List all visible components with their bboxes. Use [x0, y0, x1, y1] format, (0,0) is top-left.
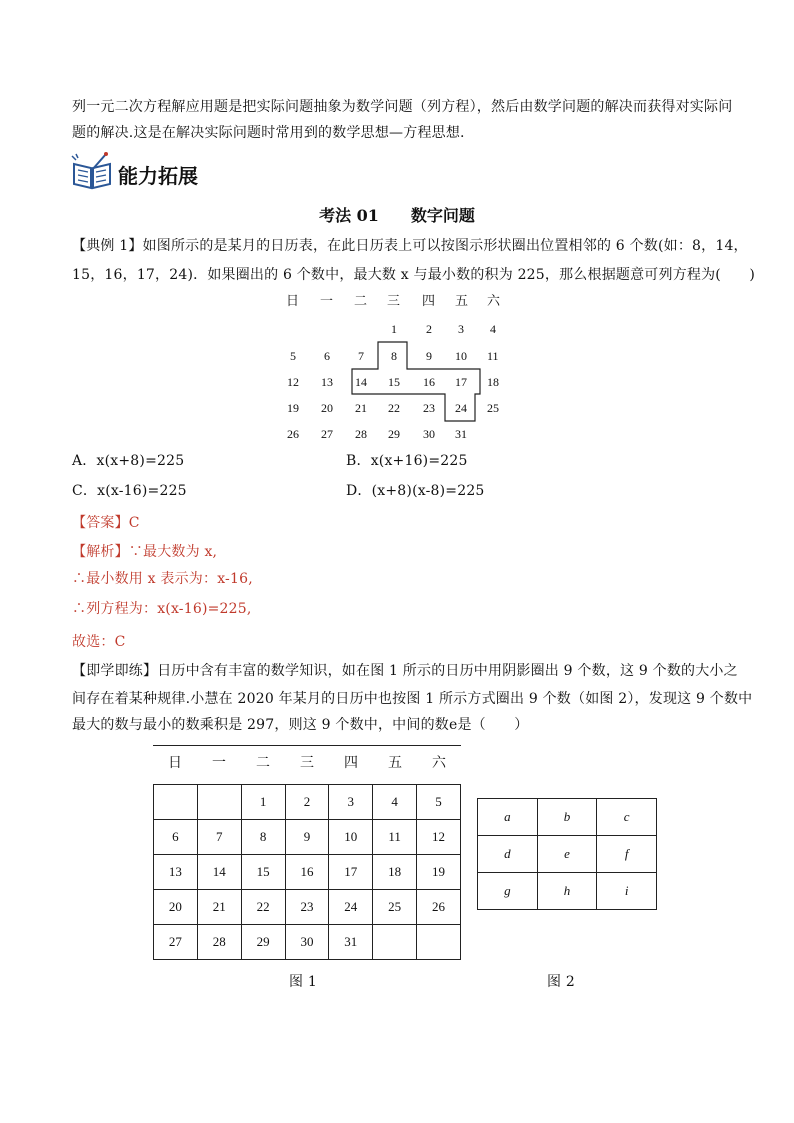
analysis-line-1: 【解析】∵最大数为 x,: [72, 544, 218, 560]
cal1-day: 2: [426, 322, 432, 336]
cal1-day: 19: [287, 401, 299, 415]
fig1-cell: 31: [329, 925, 373, 960]
fig1-row: [154, 820, 461, 855]
intro-line-2: 题的解决.这是在解决实际问题时常用到的数学思想—方程思想.: [72, 125, 465, 141]
fig1-row: [154, 855, 461, 890]
fig1-cell: 1: [241, 785, 285, 820]
fig1-calendar-table: [153, 784, 461, 960]
cal1-day: 29: [388, 427, 400, 441]
cal1-day: 5: [290, 349, 296, 363]
cal1-weekday: 五: [455, 294, 469, 309]
fig1-cell: 26: [417, 890, 461, 925]
cal1-day: 14: [355, 375, 367, 389]
cal1-day: 10: [455, 349, 467, 363]
fig1-cell: 25: [373, 890, 417, 925]
fig1-cell: 7: [197, 820, 241, 855]
cal1-day: 6: [324, 349, 330, 363]
cal1-weekday: 一: [320, 294, 334, 309]
cal1-day: 12: [287, 375, 299, 389]
cal1-weekday: 四: [422, 294, 436, 309]
cal1-day: 4: [490, 322, 496, 336]
fig1-cell: 27: [154, 925, 198, 960]
fig2-row: [478, 873, 657, 910]
cal1-day: 27: [321, 427, 333, 441]
fig1-weekday: 五: [388, 755, 402, 771]
cal1-day: 16: [423, 375, 435, 389]
fig1-weekday: 一: [212, 755, 226, 771]
fig2-cell: d: [478, 836, 538, 873]
practice-line-3: 最大的数与最小的数乘积是 297，则这 9 个数中，中间的数e是（ ）: [72, 717, 529, 733]
fig2-grid-table: [477, 798, 657, 910]
cal1-day: 9: [426, 349, 432, 363]
fig2-cell: c: [597, 799, 657, 836]
fig2-cell: h: [537, 873, 597, 910]
fig1-weekday: 三: [300, 755, 314, 771]
fig1-cell: [417, 925, 461, 960]
cal1-weekday: 六: [487, 294, 501, 309]
fig1-cell: 15: [241, 855, 285, 890]
cal1-day: 13: [321, 375, 333, 389]
fig1-row: [154, 785, 461, 820]
fig1-cell: 19: [417, 855, 461, 890]
fig1-weekday: 四: [344, 755, 358, 771]
cal1-weekday: 二: [354, 294, 368, 309]
cal1-day: 30: [423, 427, 435, 441]
fig1-cell: [373, 925, 417, 960]
fig1-cell: 20: [154, 890, 198, 925]
fig1-cell: 6: [154, 820, 198, 855]
fig2-cell: b: [537, 799, 597, 836]
fig1-cell: 23: [285, 890, 329, 925]
option-d: D．(x+8)(x-8)=225: [346, 483, 485, 499]
fig2-cell: g: [478, 873, 538, 910]
option-b: B．x(x+16)=225: [346, 453, 468, 469]
practice-line-2: 间存在着某种规律.小慧在 2020 年某月的日历中也按图 1 所示方式圈出 9 个数（如图 2），发现这 9 个数中: [72, 691, 753, 707]
cal1-day: 1: [391, 322, 397, 336]
fig1-cell: 4: [373, 785, 417, 820]
fig1-caption: 图 1: [289, 974, 317, 990]
fig1-cell: [154, 785, 198, 820]
fig1-cell: 13: [154, 855, 198, 890]
fig2-caption: 图 2: [547, 974, 575, 990]
fig1-weekday: 六: [432, 755, 446, 771]
analysis-line-2: ∴最小数用 x 表示为：x-16,: [72, 571, 253, 587]
answer: 【答案】C: [72, 515, 140, 531]
fig1-cell: 3: [329, 785, 373, 820]
fig2-cell: f: [597, 836, 657, 873]
cal1-day: 18: [487, 375, 499, 389]
cal1-day: 15: [388, 375, 400, 389]
cal1-day: 11: [487, 349, 499, 363]
fig1-cell: 21: [197, 890, 241, 925]
fig2-cell: e: [537, 836, 597, 873]
fig1-weekday: 二: [256, 755, 270, 771]
section-heading: 能力拓展: [118, 164, 198, 188]
fig1-weekday: 日: [168, 755, 182, 771]
fig1-cell: 8: [241, 820, 285, 855]
fig1-cell: [197, 785, 241, 820]
fig1-cell: 30: [285, 925, 329, 960]
cal1-weekday: 三: [387, 294, 401, 309]
fig1-cell: 14: [197, 855, 241, 890]
fig1-cell: 5: [417, 785, 461, 820]
fig1-cell: 18: [373, 855, 417, 890]
fig1-cell: 9: [285, 820, 329, 855]
fig2-cell: i: [597, 873, 657, 910]
fig1-cell: 24: [329, 890, 373, 925]
fig1-top-rule: [153, 745, 461, 746]
cal1-day: 23: [423, 401, 435, 415]
fig1-row: [154, 890, 461, 925]
book-icon: [70, 150, 114, 190]
cal1-weekday: 日: [286, 294, 300, 309]
fig1-cell: 16: [285, 855, 329, 890]
fig2-row: [478, 836, 657, 873]
cal1-day: 17: [455, 375, 467, 389]
option-a: A．x(x+8)=225: [72, 453, 185, 469]
fig1-cell: 10: [329, 820, 373, 855]
fig1-cell: 17: [329, 855, 373, 890]
example1-calendar: [280, 288, 520, 448]
fig1-cell: 11: [373, 820, 417, 855]
fig1-cell: 2: [285, 785, 329, 820]
cal1-day: 25: [487, 401, 499, 415]
practice-line-1: 【即学即练】日历中含有丰富的数学知识，如在图 1 所示的日历中用阴影圈出 9 个数，这 9 个数的大小之: [72, 663, 738, 679]
cal1-day: 22: [388, 401, 400, 415]
method-title: 考法 01 数字问题: [319, 206, 475, 225]
cal1-day: 20: [321, 401, 333, 415]
cal1-day: 28: [355, 427, 367, 441]
analysis-line-3: ∴列方程为：x(x-16)=225,: [72, 601, 252, 617]
example1-line-1: 【典例 1】如图所示的是某月的日历表，在此日历表上可以按图示形状圈出位置相邻的 6 个数(如：8，14，: [72, 238, 748, 254]
fig1-weekday-header: [153, 750, 461, 776]
cal1-day: 26: [287, 427, 299, 441]
cal1-day: 24: [455, 401, 467, 415]
fig1-cell: 29: [241, 925, 285, 960]
fig2-row: [478, 799, 657, 836]
fig2-cell: a: [478, 799, 538, 836]
cal1-day: 3: [458, 322, 464, 336]
fig1-cell: 28: [197, 925, 241, 960]
cal1-day: 7: [358, 349, 364, 363]
option-c: C．x(x-16)=225: [72, 483, 187, 499]
analysis-line-4: 故选：C: [72, 634, 126, 650]
fig1-cell: 12: [417, 820, 461, 855]
fig1-cell: 22: [241, 890, 285, 925]
cal1-day: 31: [455, 427, 467, 441]
intro-line-1: 列一元二次方程解应用题是把实际问题抽象为数学问题（列方程），然后由数学问题的解决而获得对实际问: [72, 99, 733, 115]
fig1-row: [154, 925, 461, 960]
cal1-day: 8: [391, 349, 397, 363]
cal1-day: 21: [355, 401, 367, 415]
example1-line-2: 15，16，17，24)．如果圈出的 6 个数中，最大数 x 与最小数的积为 225，那么根据题意可列方程为( ): [72, 267, 756, 283]
